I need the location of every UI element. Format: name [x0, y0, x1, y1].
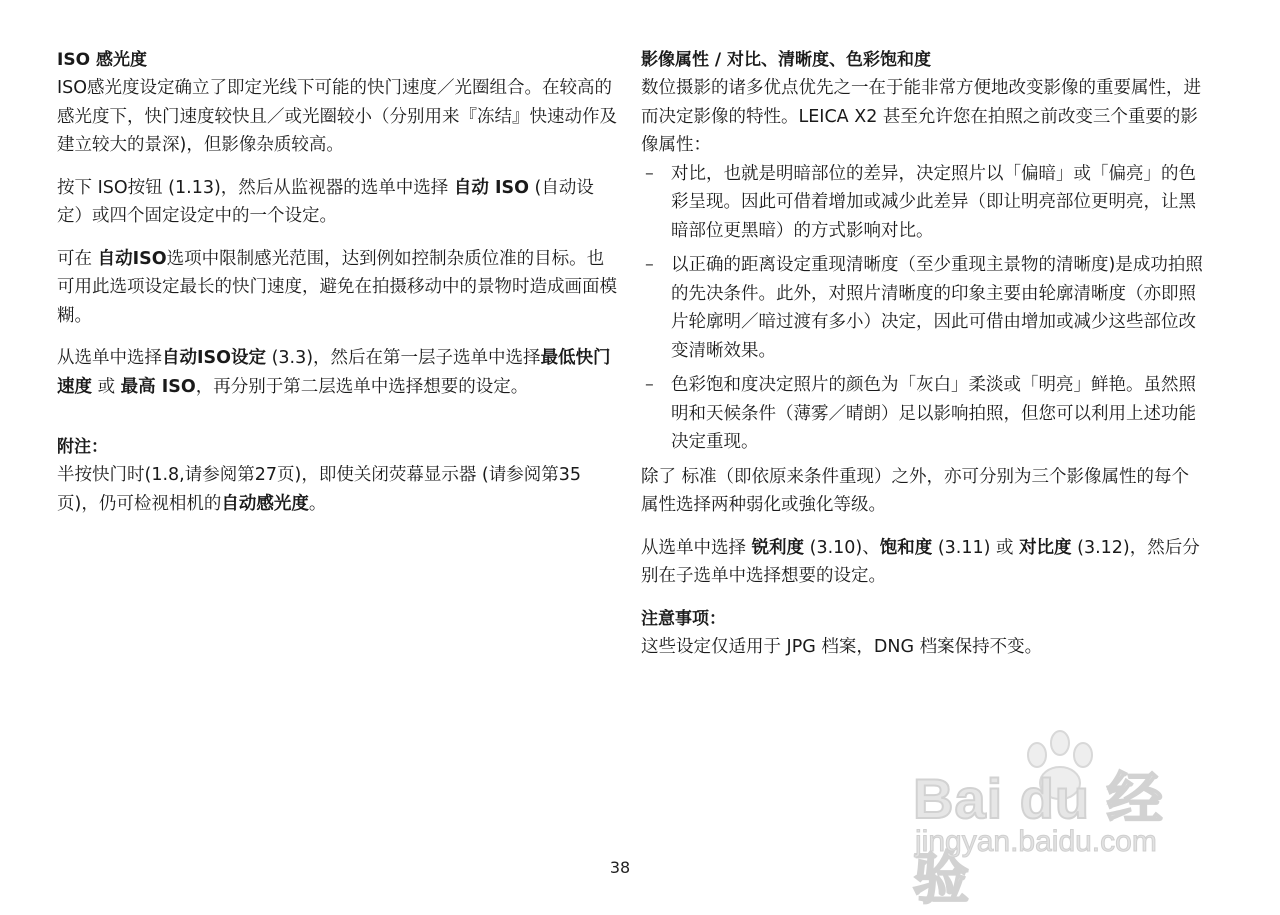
- text-run: (3.11) 或: [932, 537, 1020, 558]
- bold-term: 饱和度: [879, 537, 933, 558]
- text-run: 从选单中选择: [57, 348, 162, 368]
- text-run: 选项中限制感光范围，达到例如控制杂质位准的目标。也可用此选项设定最长的快门速度，避免在拍摄移动中的景物时造成画面模糊。: [57, 248, 617, 326]
- menu-paragraph: [641, 534, 1206, 591]
- text-run: ，再分别于第二层选单中选择想要的设定。: [195, 376, 529, 397]
- bold-term: 自动ISO设定: [162, 348, 266, 368]
- text-run: (3.3)，然后在第一层子选单中选择: [266, 348, 541, 368]
- list-item-contrast: – 对比，也就是明暗部位的差异，决定照片以「偏暗」或「偏亮」的色彩呈现。因此可借着增加或减少此差异（即让明亮部位更明亮，让黑暗部位更黑暗）的方式影响对比。: [641, 160, 1206, 246]
- iso-paragraph-1: ISO感光度设定确立了即定光线下可能的快门速度／光圈组合。在较高的感光度下，快门速度较快且／或光圈较小（分别用来『冻结』快速动作及建立较大的景深)，但影像杂质较高。: [57, 78, 617, 155]
- note-paragraph: [57, 461, 617, 518]
- bold-term: 自动ISO: [97, 248, 167, 269]
- bold-term: 最低快门速度: [57, 348, 611, 397]
- text-run: 按下 ISO按钮 (1.13)，然后从监视器的选单中选择: [57, 177, 454, 198]
- spacer: [57, 415, 617, 433]
- list-item-sharpness: – 以正确的距离设定重现清晰度（至少重现主景物的清晰度)是成功拍照的先决条件。此外，对照片清晰度的印象主要由轮廓清晰度（亦即照片轮廓明／暗过渡有多小）决定，因此可借由增加或减少这些部位改变清晰效果。: [641, 251, 1206, 365]
- properties-list: [641, 160, 1206, 457]
- watermark-url: jingyan.baidu.com: [915, 825, 1157, 858]
- bold-term: 最高 ISO: [120, 376, 196, 397]
- text-run: 可在: [57, 248, 98, 269]
- watermark-brand: Bai du 经验: [913, 767, 1164, 910]
- iso-paragraph-2: [57, 174, 617, 231]
- bold-term: 自动感光度: [221, 493, 309, 514]
- iso-paragraph-4: [57, 344, 617, 401]
- image-properties-intro: 数位摄影的诸多优点优先之一在于能非常方便地改变影像的重要属性，进而决定影像的特性。LEICA X2 甚至允许您在拍照之前改变三个重要的影像属性：: [641, 78, 1201, 155]
- iso-heading: ISO 感光度: [57, 50, 147, 70]
- standard-paragraph: 除了 标准（即依原来条件重现）之外，亦可分别为三个影像属性的每个属性选择两种弱化或強化等级。: [641, 466, 1190, 515]
- text-run: 从选单中选择: [641, 537, 752, 558]
- left-column: [57, 46, 617, 532]
- page-number: 38: [609, 858, 631, 877]
- bold-term: 锐利度: [751, 537, 805, 558]
- bold-term: 对比度: [1019, 537, 1072, 558]
- image-properties-heading: 影像属性 / 对比、清晰度、色彩饱和度: [641, 50, 932, 70]
- iso-paragraph-3: [57, 245, 617, 331]
- notice-heading: 注意事项：: [641, 608, 726, 629]
- text-run: (自动设定）或四个固定设定中的一个设定。: [57, 177, 594, 226]
- note-heading: 附注：: [57, 437, 108, 457]
- text-run: (3.12)，然后分别在子选单中选择想要的设定。: [641, 537, 1200, 586]
- text-run: 半按快门时(1.8,请参阅第27页)，即使关闭荧幕显示器 (请参阅第35页)，仍可检视相机的: [57, 465, 581, 514]
- text-run: (3.10)、: [804, 537, 880, 558]
- notice-paragraph: 这些设定仅适用于 JPG 档案，DNG 档案保持不变。: [641, 636, 1043, 657]
- baidu-watermark: [905, 725, 1205, 910]
- text-run: 。: [308, 493, 327, 514]
- right-column: [641, 46, 1206, 675]
- bold-term: 自动 ISO: [453, 177, 529, 198]
- text-run: 或: [92, 376, 121, 397]
- list-item-saturation: – 色彩饱和度决定照片的颜色为「灰白」柔淡或「明亮」鲜艳。虽然照明和天候条件（薄雾／晴朗）足以影响拍照，但您可以利用上述功能决定重现。: [641, 371, 1206, 457]
